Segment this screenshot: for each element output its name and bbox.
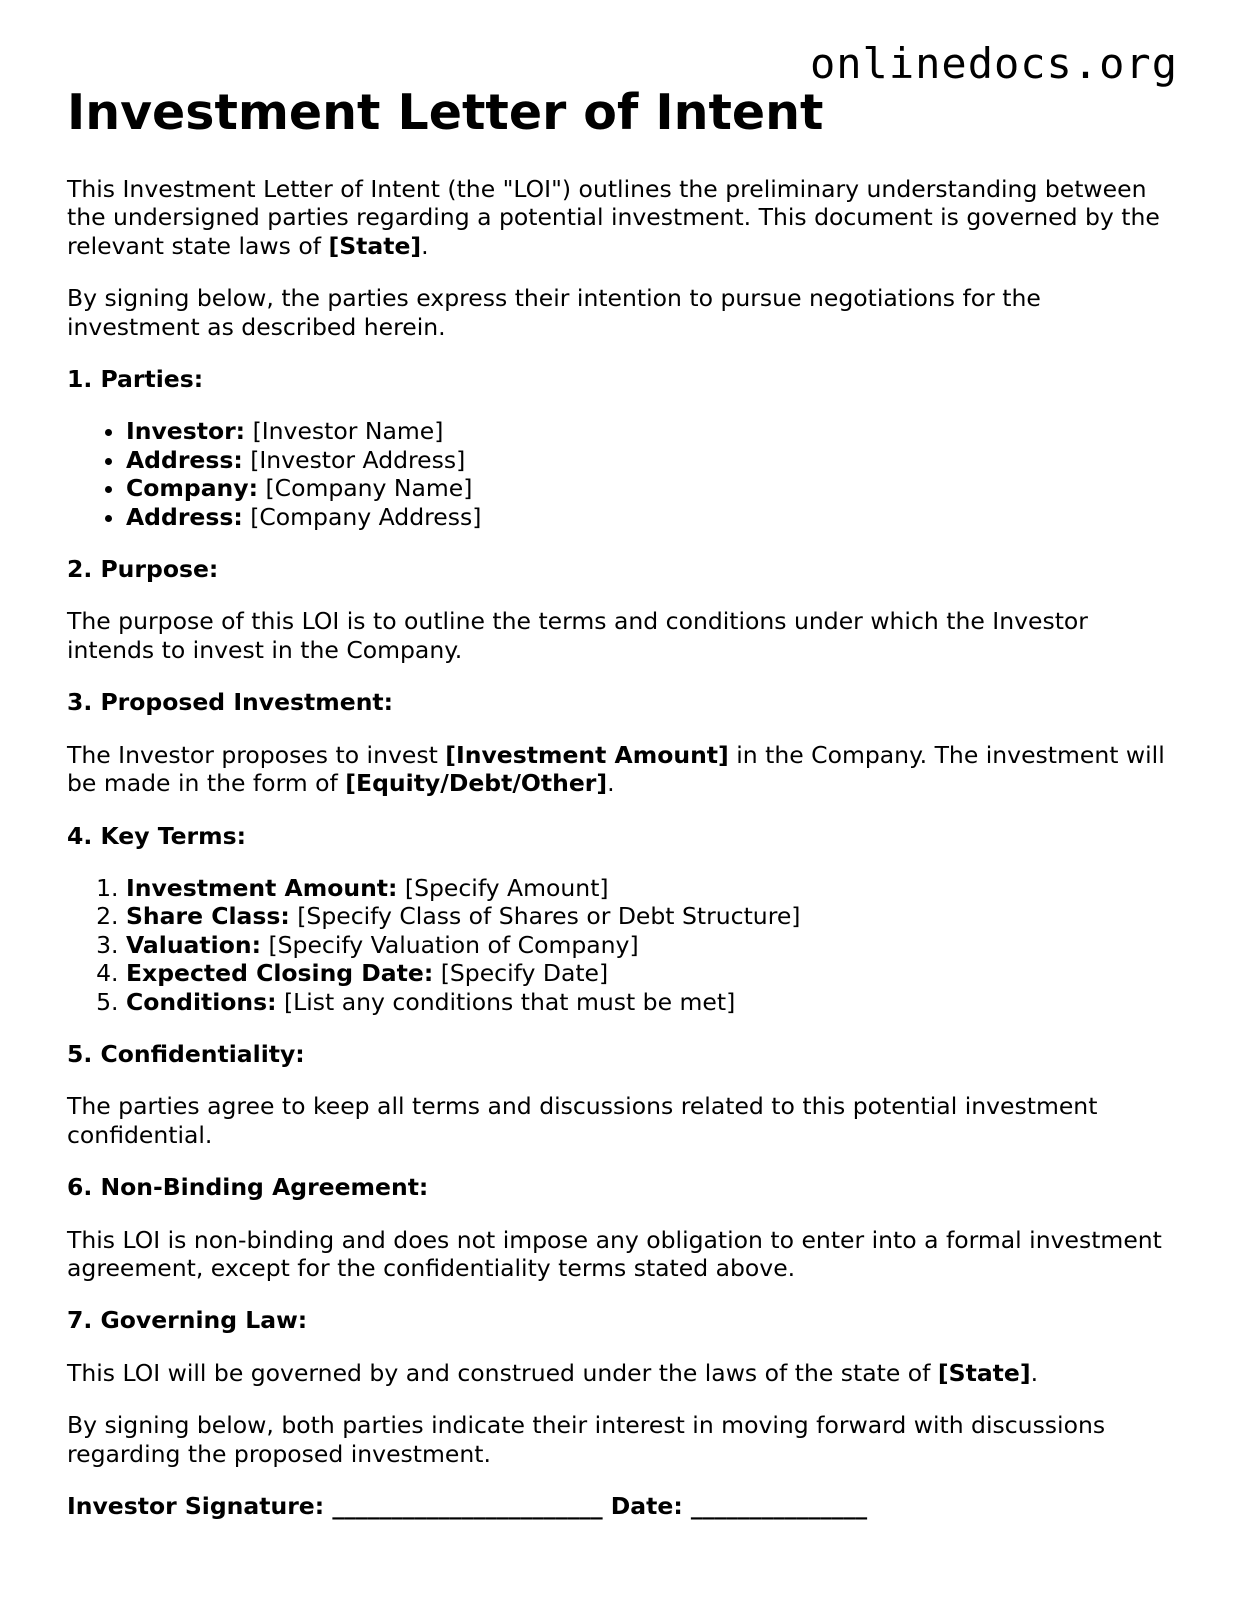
governing-law-text: This LOI will be governed by and construed under the laws of the state of [67, 1358, 938, 1387]
field-value: [Investor Name] [245, 417, 444, 446]
field-label: Company: [126, 474, 259, 503]
date-label: Date: [610, 1492, 683, 1520]
investment-text: The Investor proposes to invest [67, 740, 446, 769]
intro-text: This Investment Letter of Intent (the "LOI") outlines the preliminary understanding between the undersigned parties regarding a potential investment. This document is governed by the relevant state laws of [67, 175, 1160, 260]
watermark-logo: onlinedocs.org [809, 39, 1178, 88]
field-label: Address: [126, 445, 243, 474]
closing-paragraph: By signing below, both parties indicate their interest in moving forward with discussions regarding the proposed investment. [67, 1411, 1106, 1468]
parties-list [67, 417, 1167, 531]
signature-label: Investor Signature: [67, 1492, 325, 1520]
list-item [126, 874, 1167, 902]
investment-period: . [607, 769, 615, 798]
intro-paragraph [67, 175, 1167, 260]
signature-field[interactable]: _______________________ [332, 1492, 603, 1520]
list-item [126, 417, 1167, 445]
field-value: [Company Name] [258, 474, 473, 503]
signature-line [67, 1492, 1167, 1520]
field-value: [Company Address] [242, 502, 482, 531]
list-item [126, 988, 1167, 1016]
list-item [126, 446, 1167, 474]
proposed-investment-paragraph [67, 741, 1167, 798]
field-label: Expected Closing Date: [126, 959, 434, 988]
document-page [67, 82, 1167, 1520]
list-item [126, 959, 1167, 987]
intro-paragraph-2: By signing below, the parties express their intention to pursue negotiations for the investment as described herein. [67, 284, 1041, 341]
purpose-paragraph: The purpose of this LOI is to outline the terms and conditions under which the Investor intends to invest in the Company. [67, 607, 1088, 664]
governing-law-period: . [1030, 1358, 1039, 1387]
section-heading-confidentiality: 5. Confidentiality: [67, 1039, 305, 1068]
governing-law-paragraph [67, 1359, 1167, 1387]
field-value: [Specify Amount] [397, 873, 609, 902]
section-heading-parties: 1. Parties: [67, 365, 204, 394]
section-heading-key-terms: 4. Key Terms: [67, 821, 247, 850]
field-label: Share Class: [126, 902, 290, 931]
section-heading-proposed-investment: 3. Proposed Investment: [67, 688, 394, 717]
investment-text: in the Company. The investment will be made in the form of [67, 740, 1165, 798]
list-item [126, 503, 1167, 531]
key-terms-list [67, 874, 1167, 1016]
intro-period: . [421, 231, 429, 260]
confidentiality-paragraph: The parties agree to keep all terms and discussions related to this potential investment confidential. [67, 1092, 1098, 1149]
field-label: Investment Amount: [126, 873, 398, 902]
state-placeholder: [State] [937, 1358, 1031, 1387]
field-value: [Specify Class of Shares or Debt Structure] [289, 902, 801, 931]
field-label: Valuation: [126, 930, 261, 959]
list-item [126, 474, 1167, 502]
investment-amount-placeholder: [Investment Amount] [445, 740, 729, 769]
list-item [126, 902, 1167, 930]
state-placeholder: [State] [328, 231, 422, 260]
investment-form-placeholder: [Equity/Debt/Other] [345, 769, 608, 798]
field-value: [Investor Address] [242, 445, 466, 474]
field-label: Address: [126, 502, 243, 531]
document-title: Investment Letter of Intent [67, 84, 824, 141]
field-label: Conditions: [126, 987, 277, 1016]
section-heading-governing-law: 7. Governing Law: [67, 1306, 308, 1335]
date-field[interactable]: _______________ [690, 1492, 868, 1520]
section-heading-non-binding: 6. Non-Binding Agreement: [67, 1173, 429, 1202]
field-value: [Specify Date] [433, 959, 609, 988]
list-item [126, 931, 1167, 959]
field-label: Investor: [126, 417, 246, 446]
field-value: [List any conditions that must be met] [276, 987, 736, 1016]
section-heading-purpose: 2. Purpose: [67, 555, 219, 584]
non-binding-paragraph: This LOI is non-binding and does not impose any obligation to enter into a formal investment agreement, except for the confidentiality terms stated above. [67, 1225, 1162, 1282]
field-value: [Specify Valuation of Company] [260, 930, 639, 959]
